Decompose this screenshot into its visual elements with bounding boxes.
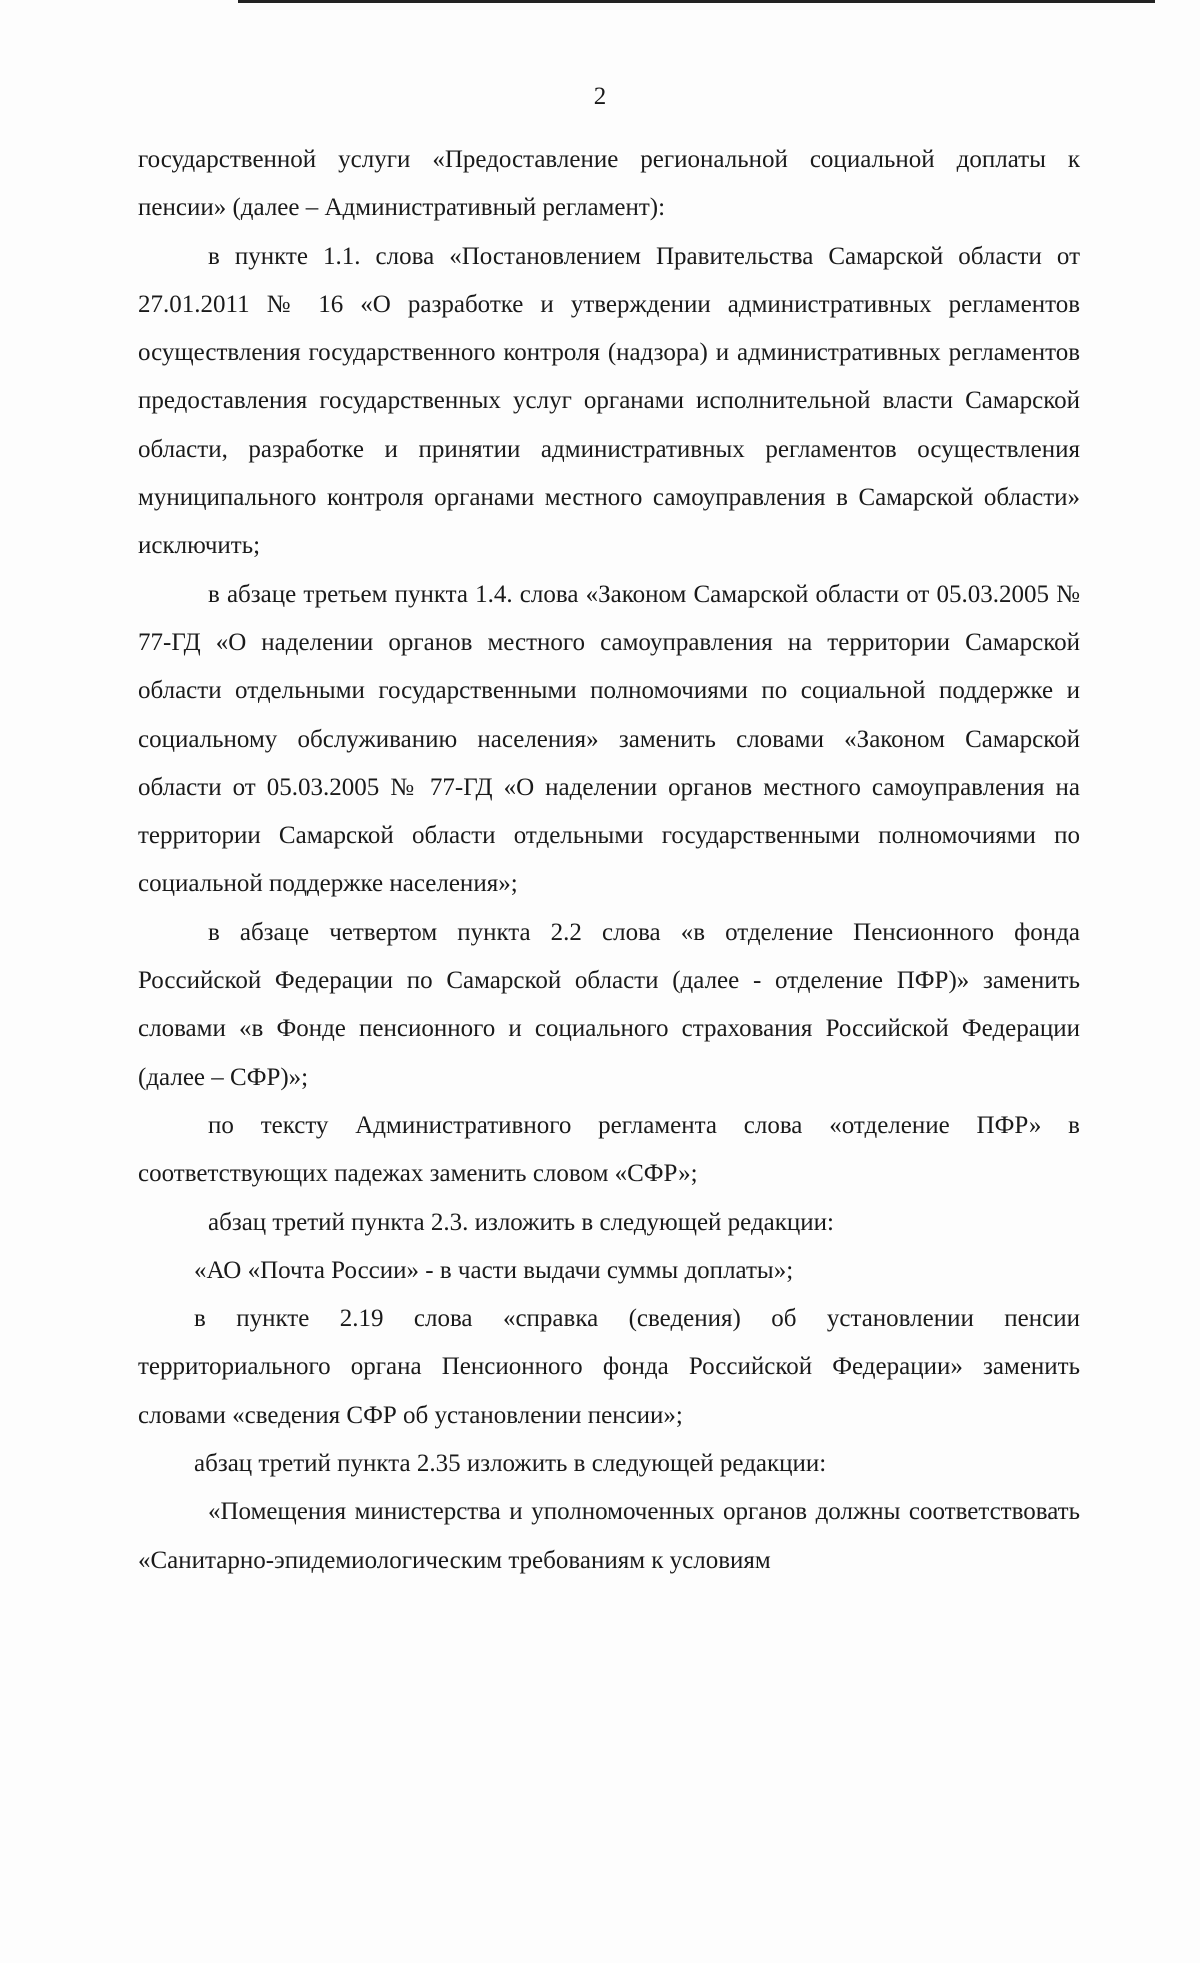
paragraph-9-item-2-35: абзац третий пункта 2.35 изложить в следующей редакции:: [194, 1450, 827, 1478]
paragraph-4-item-2-2: в абзаце четвертом пункта 2.2 слова «в отделение Пенсионного фонда Российской Федерации по Самарской области (далее - отделение ПФР)» заменить словами «в Фонде пенсионного и социального страхования Российской Федерации (далее – СФР)»;: [138, 918, 1080, 1091]
paragraph-6-item-2-3: абзац третий пункта 2.3. изложить в следующей редакции:: [208, 1208, 834, 1236]
page-number: 2: [593, 83, 607, 110]
paragraph-2-item-1-1: в пункте 1.1. слова «Постановлением Правительства Самарской области от 27.01.2011 № 16 «О разработке и утверждении административных регламентов осуществления государственного контроля (надзора) и административных регламентов предоставления государственных услуг органами исполнительной власти Самарской области, разработке и принятии административных регламентов осуществления муниципального контроля органами местного самоуправления в Самарской области» исключить;: [138, 242, 1080, 560]
top-border-line: [238, 0, 1155, 3]
paragraph-3-item-1-4: в абзаце третьем пункта 1.4. слова «Законом Самарской области от 05.03.2005 № 77-ГД «О наделении органов местного самоуправления на территории Самарской области отдельными государственными полномочиями по социальной поддержке и социальному обслуживанию населения» заменить словами «Законом Самарской области от 05.03.2005 № 77-ГД «О наделении органов местного самоуправления на территории Самарской области отдельными государственными полномочиями по социальной поддержке населения»;: [138, 580, 1080, 898]
paragraph-10-premises-quote: «Помещения министерства и уполномоченных органов должны соответствовать «Санитарно-эпидемиологическим требованиям к условиям: [138, 1498, 1080, 1574]
document-body: [138, 136, 1080, 1585]
paragraph-7-post-quote: «АО «Почта России» - в части выдачи суммы доплаты»;: [194, 1256, 794, 1284]
paragraph-5-text-replacement: по тексту Административного регламента слова «отделение ПФР» в соответствующих падежах заменить словом «СФР»;: [138, 1111, 1080, 1188]
paragraph-1-continuation: государственной услуги «Предоставление региональной социальной доплаты к пенсии» (далее – Административный регламент):: [138, 146, 1080, 222]
paragraph-8-item-2-19: в пункте 2.19 слова «справка (сведения) об установлении пенсии территориального органа Пенсионного фонда Российской Федерации» заменить словами «сведения СФР об установлении пенсии»;: [138, 1305, 1080, 1429]
